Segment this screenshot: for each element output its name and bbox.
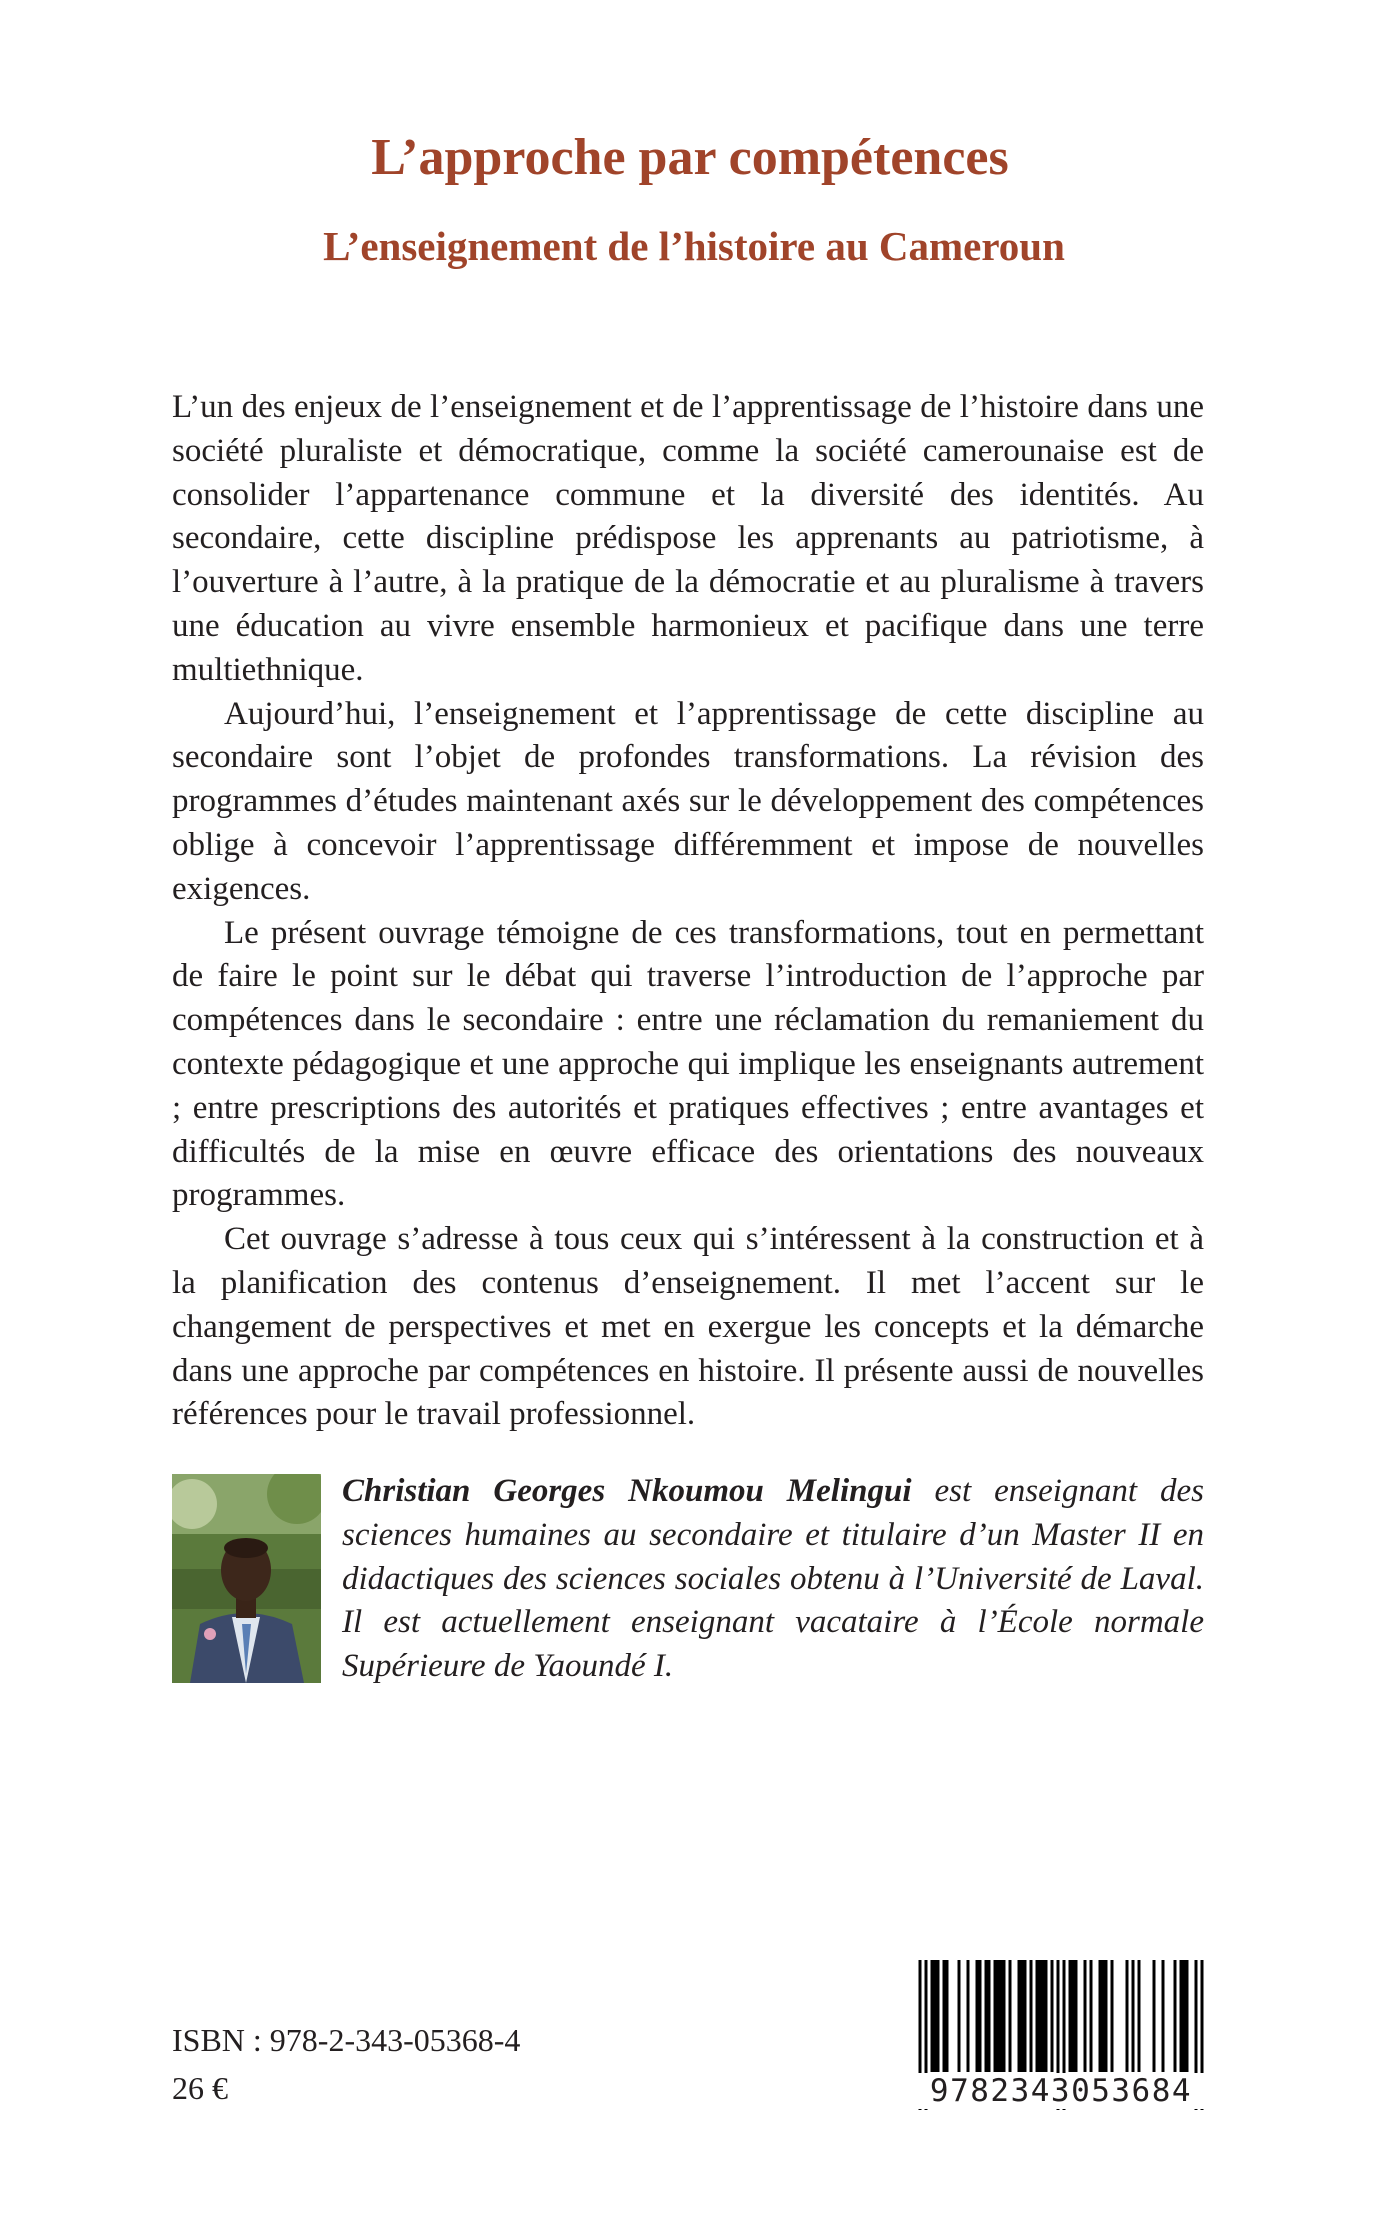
barcode-bar	[1009, 1960, 1012, 2072]
author-description: est enseignant des sciences humaines au secondaire et titulaire d’un Master II en didactiques des sciences sociales obtenu à l’Université de Laval. Il est actuellement enseignant vacataire à l’École normale Supérieure de Yaoundé I.	[342, 1473, 1204, 1685]
barcode-bar	[988, 1960, 991, 2072]
barcode-bar	[1183, 1960, 1186, 2072]
barcode-bar	[1174, 1960, 1177, 2072]
barcode-bar	[1102, 1960, 1105, 2072]
summary-paragraph: L’un des enjeux de l’enseignement et de l’apprentissage de l’histoire dans une société pluraliste et démocratique, comme la société camerounaise est de consolider l’appartenance commune et la diversité des identités. Au secondaire, cette discipline prédispose les apprenants au patriotisme, à l’ouverture à l’autre, à la pratique de la démocratie et au pluralisme à travers une éducation au vivre ensemble harmonieux et pacifique dans une terre multiethnique.	[172, 389, 1204, 688]
barcode-bar	[1042, 1960, 1045, 2072]
barcode-bar	[1018, 1960, 1021, 2072]
summary-paragraph: Cet ouvrage s’adresse à tous ceux qui s’intéressent à la construction et à la planification des contenus d’enseignement. Il met l’accent sur le changement de perspectives et met en exergue les concepts et la démarche dans une approche par compétences en histoire. Il présente aussi de nouvelles références pour le travail professionnel.	[172, 1221, 1204, 1433]
summary-paragraph: Aujourd’hui, l’enseignement et l’apprentissage de cette discipline au secondaire sont l’objet de profondes transformations. La révision des programmes d’études maintenant axés sur le développement des compétences oblige à concevoir l’apprentissage différemment et impose de nouvelles exigences.	[172, 695, 1204, 907]
barcode-bar	[1000, 1960, 1003, 2072]
barcode-bar	[1090, 1960, 1093, 2072]
book-subtitle: L’enseignement de l’histoire au Cameroun	[323, 223, 1065, 269]
price: 26 €	[172, 2070, 228, 2106]
author-name: Christian Georges Nkoumou Melingui	[342, 1473, 912, 1509]
summary-paragraph: Le présent ouvrage témoigne de ces transformations, tout en permettant de faire le point sur le débat qui traverse l’introduction de l’approche par compétences dans le secondaire : entre une réclamation du remaniement du contexte pédagogique et une approche qui implique les enseignants autrement ; entre prescriptions des autorités et pratiques effectives ; entre avantages et difficultés de la mise en œuvre efficace des orientations des nouveaux programmes.	[172, 914, 1204, 1214]
barcode-bar	[943, 1960, 946, 2072]
book-title: L’approche par compétences	[371, 129, 1009, 186]
isbn: ISBN : 978-2-343-05368-4	[172, 2022, 521, 2058]
barcode-bar	[1180, 1960, 1183, 2072]
barcode-bar	[931, 1960, 934, 2072]
barcode-bar	[1105, 1960, 1108, 2072]
barcode-bar	[937, 1960, 940, 2072]
barcode-digits: 9782343053684	[900, 2073, 1222, 2109]
barcode-bar	[979, 1960, 982, 2072]
barcode-bar	[1186, 1960, 1189, 2072]
barcode-bar	[997, 1960, 1000, 2072]
barcode-bar	[1021, 1960, 1024, 2072]
barcode-bar	[1111, 1960, 1114, 2072]
barcode-bar	[1030, 1960, 1033, 2072]
barcode-bar	[1003, 1960, 1006, 2072]
barcode-bar	[1039, 1960, 1042, 2072]
barcode-bar	[1099, 1960, 1102, 2072]
barcode-bar	[994, 1960, 997, 2072]
barcode-bar	[1045, 1960, 1048, 2072]
barcode-bar	[1075, 1960, 1078, 2072]
barcode-bar	[934, 1960, 937, 2072]
barcode-bar	[976, 1960, 979, 2072]
barcode-bar	[1138, 1960, 1141, 2072]
barcode-bar	[1132, 1960, 1135, 2072]
barcode-bar	[985, 1960, 988, 2072]
barcode-bar	[1153, 1960, 1156, 2072]
barcode-bar	[1162, 1960, 1165, 2072]
barcode-bar	[1051, 1960, 1054, 2072]
barcode-bar	[1084, 1960, 1087, 2072]
barcode-bar	[967, 1960, 970, 2072]
author-bio	[342, 1470, 1204, 1689]
summary-text	[172, 386, 1204, 1437]
barcode-bar	[1069, 1960, 1072, 2072]
barcode-bar	[1126, 1960, 1129, 2072]
barcode-bar	[1036, 1960, 1039, 2072]
barcode-bar	[958, 1960, 961, 2072]
author-photo	[172, 1474, 321, 1683]
barcode-bar	[1024, 1960, 1027, 2072]
barcode-bar	[1072, 1960, 1075, 2072]
barcode-bar	[946, 1960, 949, 2072]
